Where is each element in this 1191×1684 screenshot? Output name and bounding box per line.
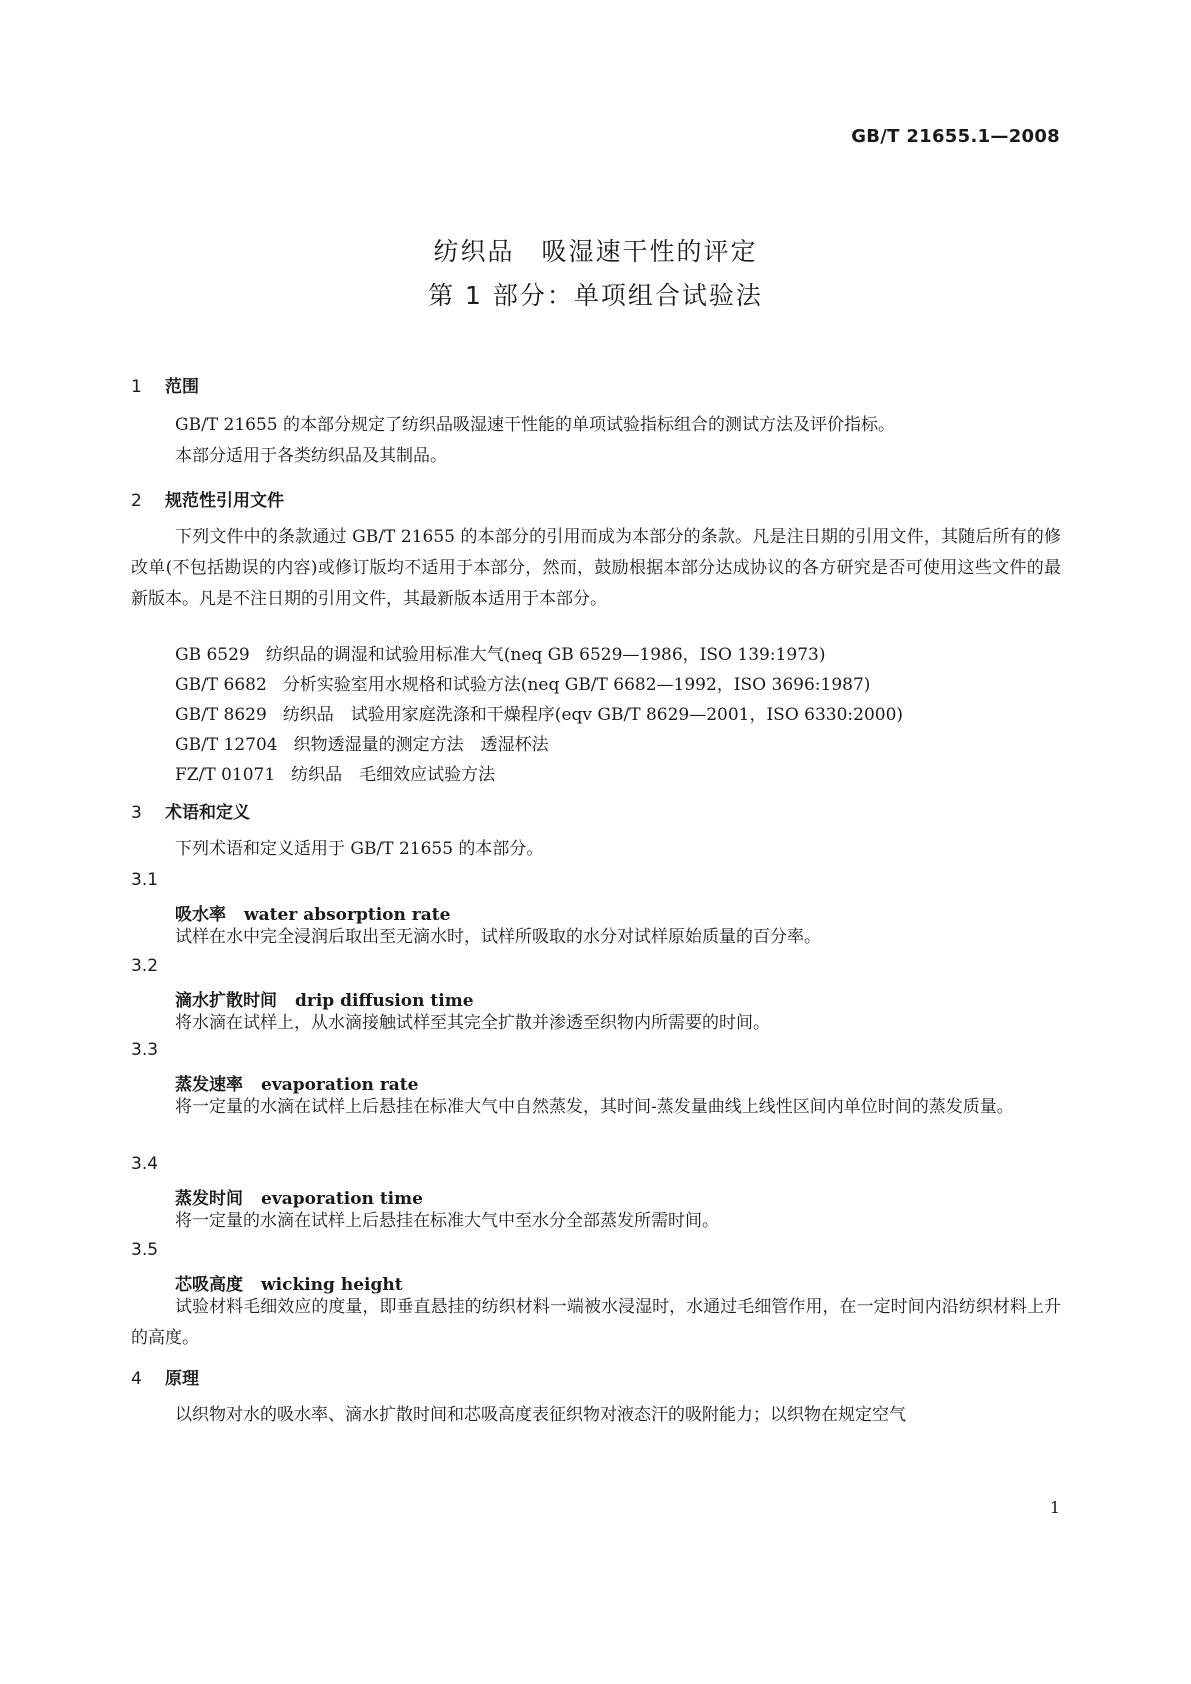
- clause-number: 3.1: [131, 870, 159, 890]
- document-title-line1: 纺织品 吸湿速干性的评定: [433, 237, 758, 266]
- term-chinese: 蒸发速率: [175, 1075, 243, 1095]
- section-number: 1: [131, 377, 142, 397]
- term-english: water absorption rate: [244, 905, 451, 925]
- clause-number: 3.3: [131, 1040, 159, 1060]
- reference-item: [175, 760, 495, 785]
- term-definition: 试样在水中完全浸润后取出至无滴水时，试样所吸取的水分对试样原始质量的百分率。: [175, 927, 821, 947]
- reference-title: 纺织品 毛细效应试验方法: [291, 765, 496, 785]
- paragraph: 下列术语和定义适用于 GB/T 21655 的本部分。: [175, 839, 544, 859]
- section-heading-normative-references: [131, 486, 284, 511]
- term-english: evaporation rate: [261, 1075, 419, 1095]
- term-english: drip diffusion time: [295, 991, 474, 1011]
- section-heading-terms-and-definitions: [131, 798, 250, 823]
- term-english: evaporation time: [261, 1189, 423, 1209]
- term-definition: 将水滴在试样上，从水滴接触试样至其完全扩散并渗透至织物内所需要的时间。: [175, 1013, 770, 1033]
- document-title-line2: 第 1 部分：单项组合试验法: [428, 281, 763, 310]
- reference-code: GB/T 6682: [175, 675, 267, 695]
- section-title: 范围: [165, 377, 199, 397]
- section-title: 术语和定义: [165, 803, 250, 823]
- term-definition: 试验材料毛细效应的度量，即垂直悬挂的纺织材料一端被水浸湿时，水通过毛细管作用，在一定时间内沿纺织材料上升的高度。: [131, 1297, 1061, 1348]
- reference-title: 纺织品的调湿和试验用标准大气(neq GB 6529—1986，ISO 139:1973): [265, 645, 826, 665]
- paragraph: 下列文件中的条款通过 GB/T 21655 的本部分的引用而成为本部分的条款。凡是注日期的引用文件，其随后所有的修改单(不包括勘误的内容)或修订版均不适用于本部分，然而，鼓励根据本部分达成协议的各方研究是否可使用这些文件的最新版本。凡是不注日期的引用文件，其最新版本适用于本部分。: [131, 527, 1061, 609]
- reference-code: GB/T 8629: [175, 705, 267, 725]
- term-chinese: 芯吸高度: [175, 1275, 243, 1295]
- section-number: 2: [131, 491, 142, 511]
- term-definition: 将一定量的水滴在试样上后悬挂在标准大气中至水分全部蒸发所需时间。: [175, 1211, 719, 1231]
- page-number: 1: [1049, 1498, 1060, 1517]
- paragraph: 本部分适用于各类纺织品及其制品。: [175, 446, 447, 466]
- reference-code: FZ/T 01071: [175, 765, 276, 785]
- reference-title: 分析实验室用水规格和试验方法(neq GB/T 6682—1992，ISO 3696:1987): [282, 675, 871, 695]
- standard-code: GB/T 21655.1—2008: [851, 126, 1060, 147]
- term-definition: 将一定量的水滴在试样上后悬挂在标准大气中自然蒸发，其时间-蒸发量曲线上线性区间内单位时间的蒸发质量。: [175, 1097, 1014, 1117]
- term-chinese: 吸水率: [175, 905, 226, 925]
- section-title: 原理: [165, 1369, 199, 1389]
- reference-item: [175, 730, 549, 755]
- section-title: 规范性引用文件: [165, 491, 284, 511]
- reference-item: [175, 670, 870, 695]
- clause-number: 3.5: [131, 1240, 159, 1260]
- reference-item: [175, 700, 903, 725]
- section-number: 3: [131, 803, 142, 823]
- term-english: wicking height: [261, 1275, 403, 1295]
- section-number: 4: [131, 1369, 142, 1389]
- clause-number: 3.4: [131, 1154, 159, 1174]
- reference-code: GB/T 12704: [175, 735, 278, 755]
- reference-code: GB 6529: [175, 645, 250, 665]
- section-heading-principle: [131, 1364, 199, 1389]
- term-chinese: 滴水扩散时间: [175, 991, 277, 1011]
- reference-title: 纺织品 试验用家庭洗涤和干燥程序(eqv GB/T 8629—2001，ISO 6330:2000): [282, 705, 904, 725]
- clause-number: 3.2: [131, 956, 159, 976]
- section-heading-scope: [131, 372, 199, 397]
- term-chinese: 蒸发时间: [175, 1189, 243, 1209]
- paragraph: GB/T 21655 的本部分规定了纺织品吸湿速干性能的单项试验指标组合的测试方法及评价指标。: [175, 415, 896, 435]
- reference-title: 织物透湿量的测定方法 透湿杯法: [293, 735, 549, 755]
- reference-item: [175, 640, 825, 665]
- paragraph: 以织物对水的吸水率、滴水扩散时间和芯吸高度表征织物对液态汗的吸附能力；以织物在规定空气: [175, 1405, 906, 1425]
